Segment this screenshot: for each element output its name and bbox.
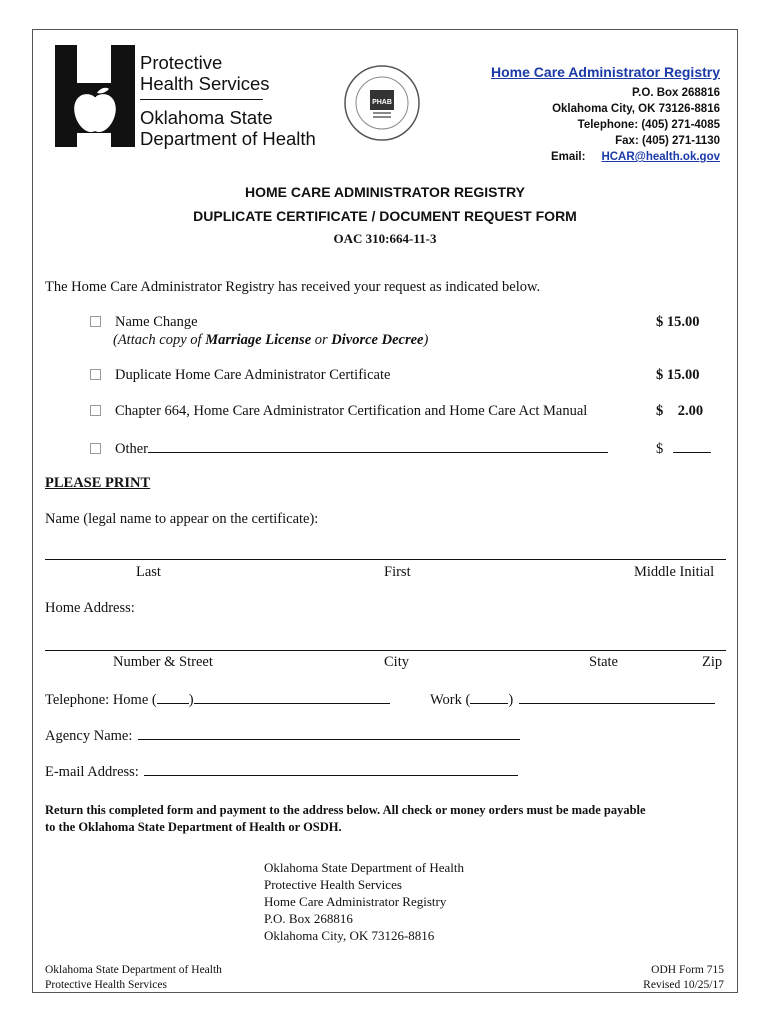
footer-revised-date: Revised 10/25/17 [643, 979, 724, 991]
mail-address-line1: Oklahoma State Department of Health [264, 860, 464, 875]
mail-address-line2: Protective Health Services [264, 877, 402, 892]
email-address-field[interactable] [144, 762, 518, 776]
telephone-work-row [430, 690, 715, 709]
org-name-line1: Protective [140, 52, 223, 73]
intro-text: The Home Care Administrator Registry has received your request as indicated below. [45, 279, 541, 295]
footer-left-line2: Protective Health Services [45, 979, 167, 991]
telephone-row [45, 690, 390, 709]
name-col-middle-initial: Middle Initial [634, 564, 715, 580]
return-note-line2: to the Oklahoma State Department of Health or OSDH. [45, 820, 342, 834]
email-link[interactable]: HCAR@health.ok.gov [601, 151, 720, 163]
name-input-line[interactable] [45, 559, 726, 560]
name-col-first: First [384, 564, 411, 580]
price-name-change: $ 15.00 [656, 314, 700, 330]
checkbox-name-change[interactable] [90, 316, 101, 327]
note-mid: or [311, 332, 332, 348]
item-label: Other [115, 441, 149, 457]
email-line [551, 151, 720, 163]
telephone-work-label: Work ( [430, 692, 471, 708]
note-prefix: (Attach copy of [113, 332, 206, 348]
osdh-h-apple-logo-icon [55, 45, 135, 147]
price-chapter-664-manual: $ 2.00 [656, 403, 704, 419]
form-title-line1: HOME CARE ADMINISTRATOR REGISTRY [244, 184, 525, 200]
work-phone-field[interactable] [519, 690, 715, 704]
price-other [656, 439, 711, 458]
registry-title-link[interactable]: Home Care Administrator Registry [491, 64, 720, 80]
form-rule-reference: OAC 310:664-11-3 [333, 231, 437, 246]
org-name-line3: Oklahoma State [140, 107, 273, 128]
address-col-city: City [384, 654, 409, 670]
agency-name-field[interactable] [138, 726, 520, 740]
telephone-home-label: Telephone: Home ( [45, 692, 157, 708]
please-print-heading: PLEASE PRINT [45, 475, 151, 491]
address-label: Home Address: [45, 600, 135, 616]
name-col-last: Last [136, 564, 161, 580]
org-name-line4: Department of Health [140, 128, 316, 149]
po-box: P.O. Box 268816 [631, 87, 720, 99]
checkbox-duplicate-certificate[interactable] [90, 369, 101, 380]
mail-address-line4: P.O. Box 268816 [264, 911, 353, 926]
footer-left-line1: Oklahoma State Department of Health [45, 964, 222, 976]
seal-text: PHAB [372, 99, 392, 106]
fax: Fax: (405) 271-1130 [615, 135, 720, 147]
org-name-line2: Health Services [140, 73, 270, 94]
item-name-change[interactable] [90, 314, 198, 331]
home-phone-field[interactable] [194, 690, 390, 704]
other-description-field[interactable] [148, 439, 608, 453]
address-col-zip: Zip [702, 654, 723, 670]
home-paren-close: ) [188, 692, 194, 708]
form-title-line2: DUPLICATE CERTIFICATE / DOCUMENT REQUEST FORM [193, 208, 577, 224]
phab-accreditation-seal-icon [343, 64, 421, 142]
org-divider [140, 99, 263, 100]
home-area-code-field[interactable] [157, 690, 189, 704]
email-address-label: E-mail Address: [45, 764, 139, 780]
address-input-line[interactable] [45, 650, 726, 651]
agency-label: Agency Name: [45, 728, 133, 744]
note-doc2: Divorce Decree [331, 332, 424, 348]
checkbox-other[interactable] [90, 443, 101, 454]
mail-address-line5: Oklahoma City, OK 73126-8816 [264, 928, 435, 943]
city-state: Oklahoma City, OK 73126-8816 [552, 103, 720, 115]
price-duplicate-certificate: $ 15.00 [656, 367, 700, 383]
address-col-street: Number & Street [113, 654, 213, 670]
name-change-note [113, 332, 428, 349]
mail-address-line3: Home Care Administrator Registry [264, 894, 447, 909]
item-other[interactable] [90, 439, 608, 458]
work-area-code-field[interactable] [470, 690, 508, 704]
agency-row [45, 726, 520, 745]
address-col-state: State [589, 654, 618, 670]
telephone: Telephone: (405) 271-4085 [577, 119, 720, 131]
item-label: Name Change [115, 314, 198, 330]
name-label: Name (legal name to appear on the certificate): [45, 511, 319, 527]
item-label: Chapter 664, Home Care Administrator Certification and Home Care Act Manual [115, 403, 588, 419]
note-suffix: ) [423, 332, 429, 348]
item-chapter-664-manual[interactable] [90, 403, 587, 420]
note-doc1: Marriage License [205, 332, 312, 348]
return-note-line1: Return this completed form and payment to the address below. All check or money orders must be made payable [45, 803, 646, 817]
work-paren-close: ) [508, 692, 514, 708]
footer-form-number: ODH Form 715 [651, 964, 724, 976]
email-label: Email: [550, 151, 586, 163]
item-duplicate-certificate[interactable] [90, 367, 390, 384]
other-amount-field[interactable] [673, 439, 711, 453]
email-row [45, 762, 518, 781]
price-other-symbol: $ [656, 441, 664, 457]
checkbox-chapter-664-manual[interactable] [90, 405, 101, 416]
item-label: Duplicate Home Care Administrator Certificate [115, 367, 391, 383]
